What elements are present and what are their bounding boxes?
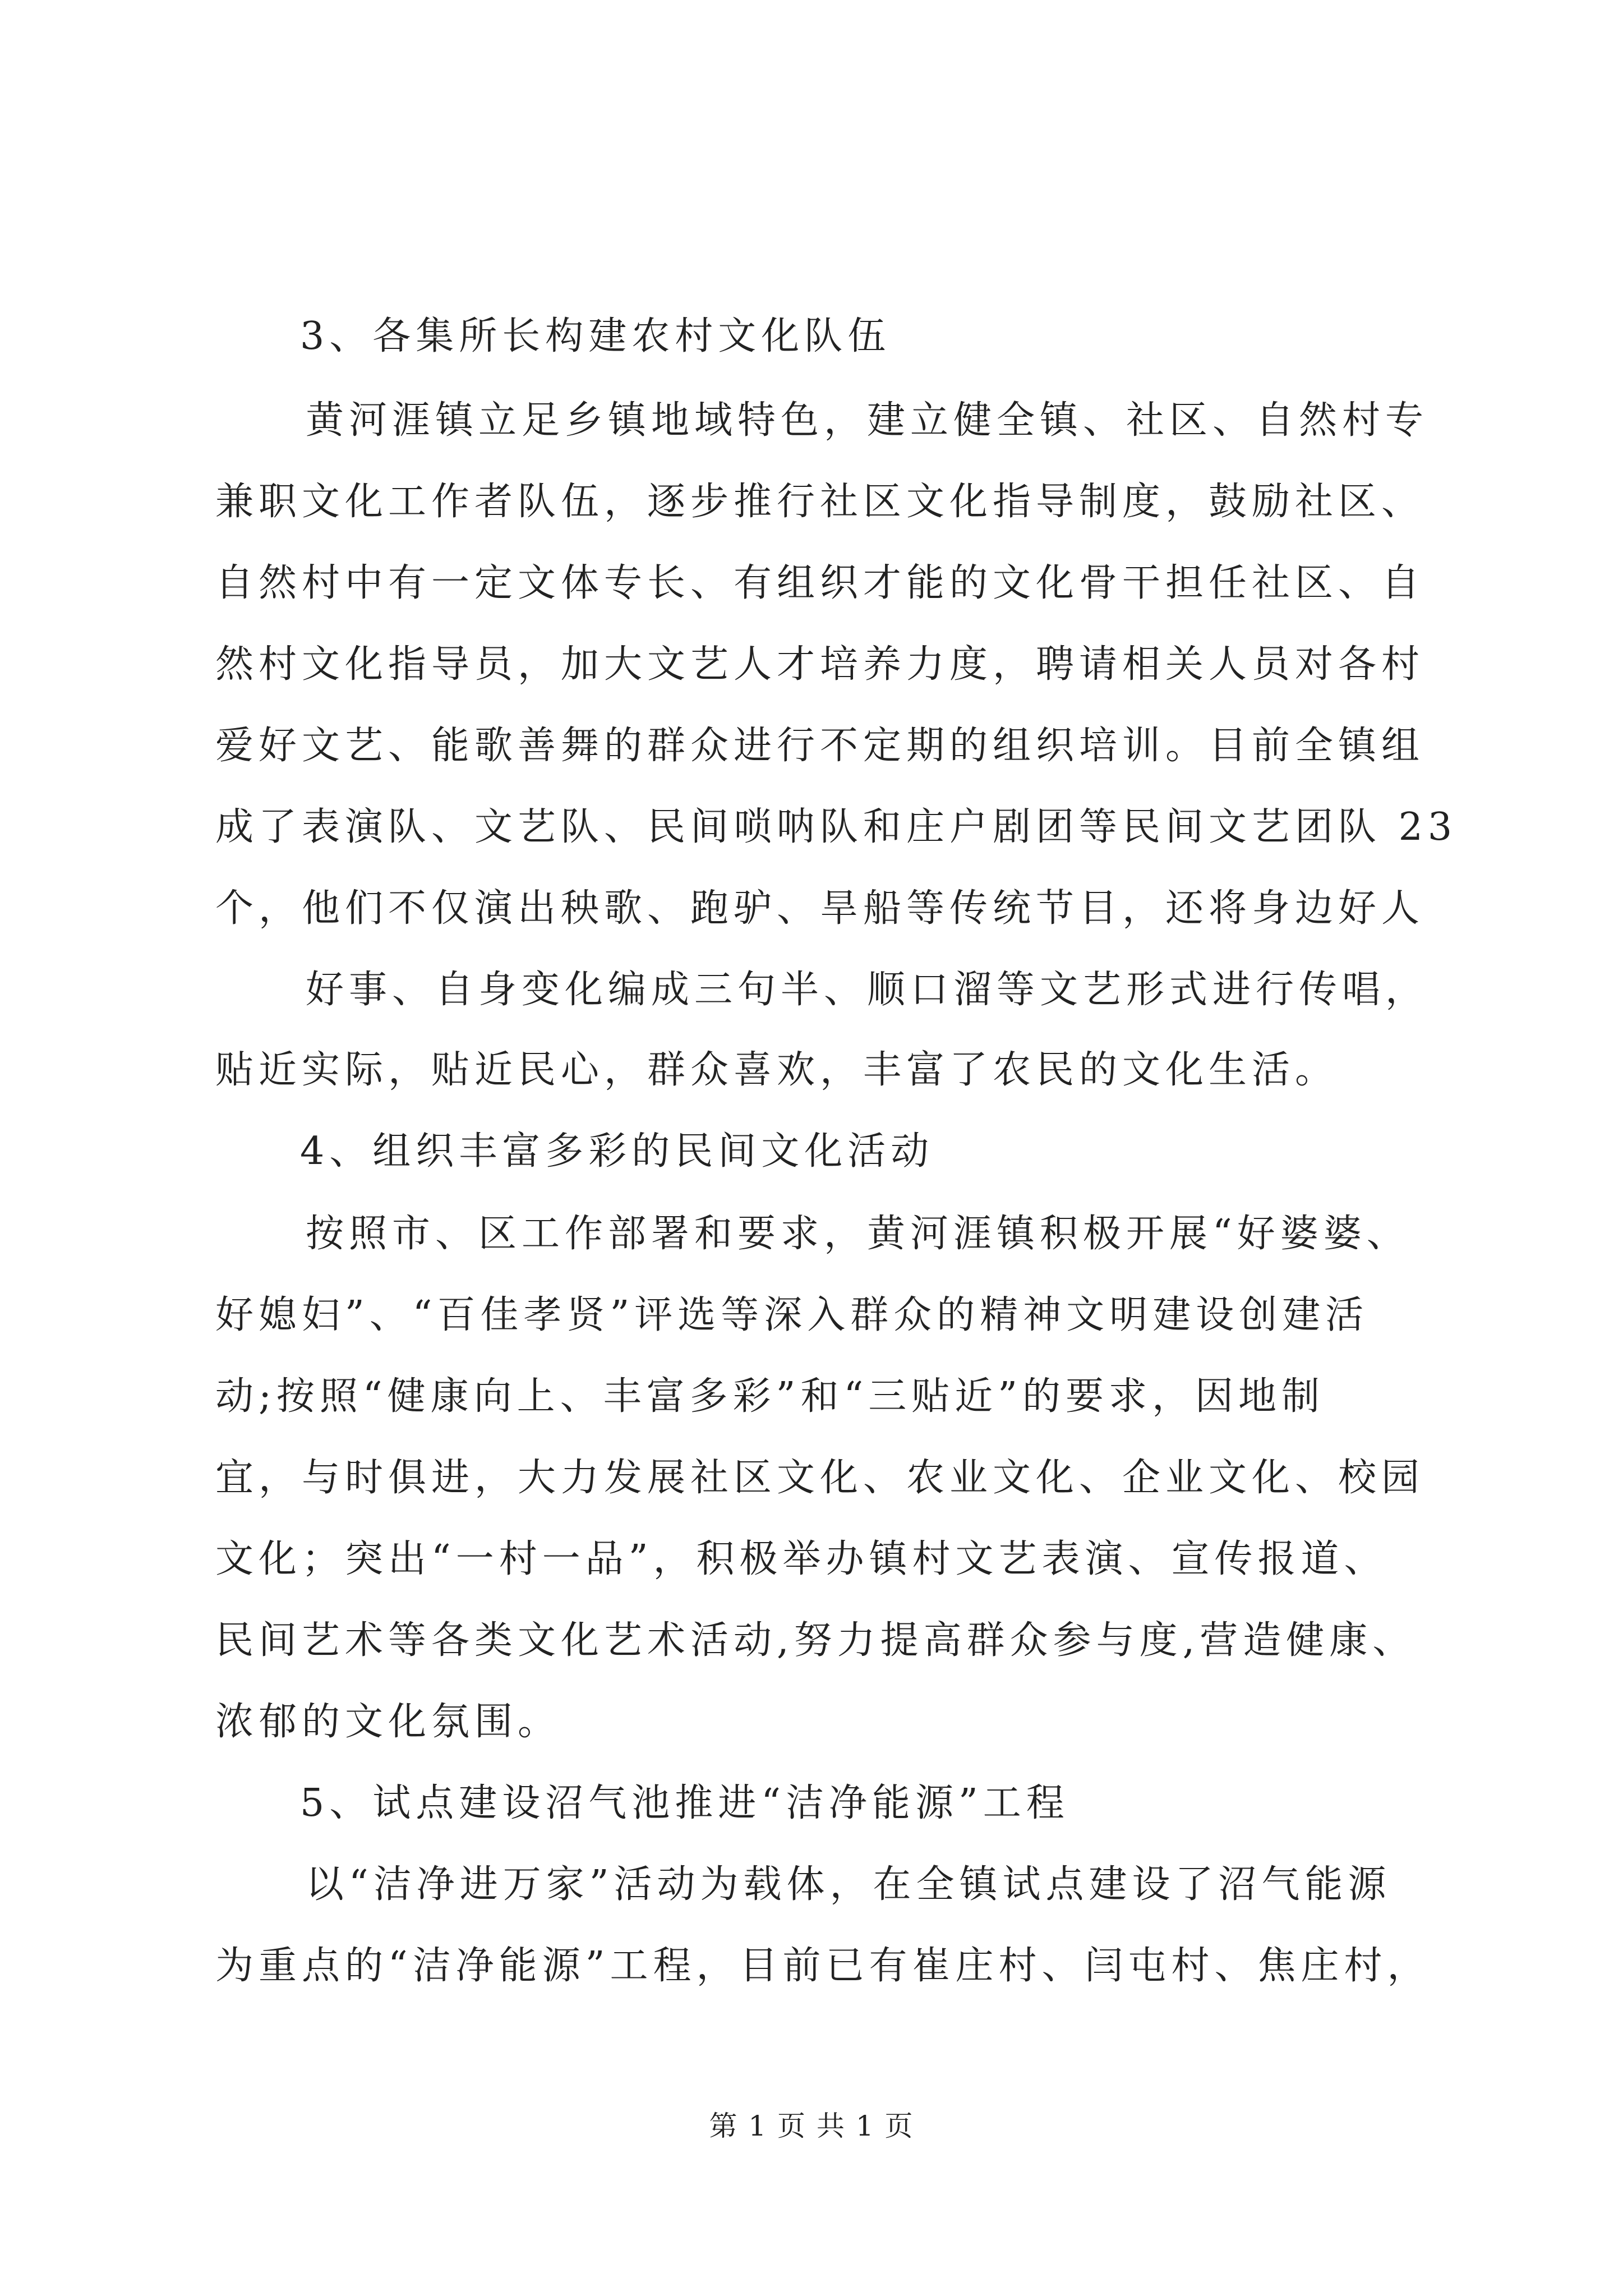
paragraph-line: 为重点的“洁净能源”工程，目前已有崔庄村、闫屯村、焦庄村， — [215, 1944, 1431, 1988]
paragraph-line: 民间艺术等各类文化艺术活动,努力提高群众参与度,营造健康、 — [215, 1618, 1416, 1663]
paragraph-line: 兼职文化工作者队伍，逐步推行社区文化指导制度，鼓励社区、 — [215, 480, 1425, 524]
paragraph-line: 好事、自身变化编成三句半、顺口溜等文艺形式进行传唱， — [306, 968, 1429, 1012]
paragraph-line: 动;按照“健康向上、丰富多彩”和“三贴近”的要求，因地制 — [215, 1374, 1325, 1419]
paragraph-line: 然村文化指导员，加大文艺人才培养力度，聘请相关人员对各村 — [215, 642, 1425, 687]
section-3-heading: 3、各集所长构建农村文化队伍 — [300, 314, 891, 358]
page-footer: 第 1 页 共 1 页 — [709, 2110, 914, 2142]
paragraph-line: 个，他们不仅演出秧歌、跑驴、旱船等传统节目，还将身边好人 — [215, 886, 1425, 931]
paragraph-line: 黄河涯镇立足乡镇地域特色，建立健全镇、社区、自然村专 — [306, 398, 1429, 443]
paragraph-line: 按照市、区工作部署和要求，黄河涯镇积极开展“好婆婆、 — [306, 1212, 1410, 1256]
section-5-heading: 5、试点建设沼气池推进“洁净能源”工程 — [300, 1781, 1069, 1825]
paragraph-line: 文化；突出“一村一品”，积极举办镇村文艺表演、宣传报道、 — [215, 1537, 1387, 1581]
section-4-heading: 4、组织丰富多彩的民间文化活动 — [300, 1129, 934, 1174]
paragraph-line: 好媳妇”、“百佳孝贤”评选等深入群众的精神文明建设创建活 — [215, 1293, 1369, 1337]
paragraph-line: 浓郁的文化氛围。 — [215, 1700, 561, 1744]
paragraph-line: 贴近实际，贴近民心，群众喜欢，丰富了农民的文化生活。 — [215, 1048, 1339, 1092]
paragraph-line: 爱好文艺、能歌善舞的群众进行不定期的组织培训。目前全镇组 — [215, 724, 1425, 768]
paragraph-line: 成了表演队、文艺队、民间唢呐队和庄户剧团等民间文艺团队 23 — [215, 805, 1458, 849]
paragraph-line: 宜，与时俱进，大力发展社区文化、农业文化、企业文化、校园 — [215, 1456, 1425, 1500]
paragraph-line: 以“洁净进万家”活动为载体，在全镇试点建设了沼气能源 — [306, 1862, 1391, 1907]
paragraph-line: 自然村中有一定文体专长、有组织才能的文化骨干担任社区、自 — [215, 561, 1425, 605]
